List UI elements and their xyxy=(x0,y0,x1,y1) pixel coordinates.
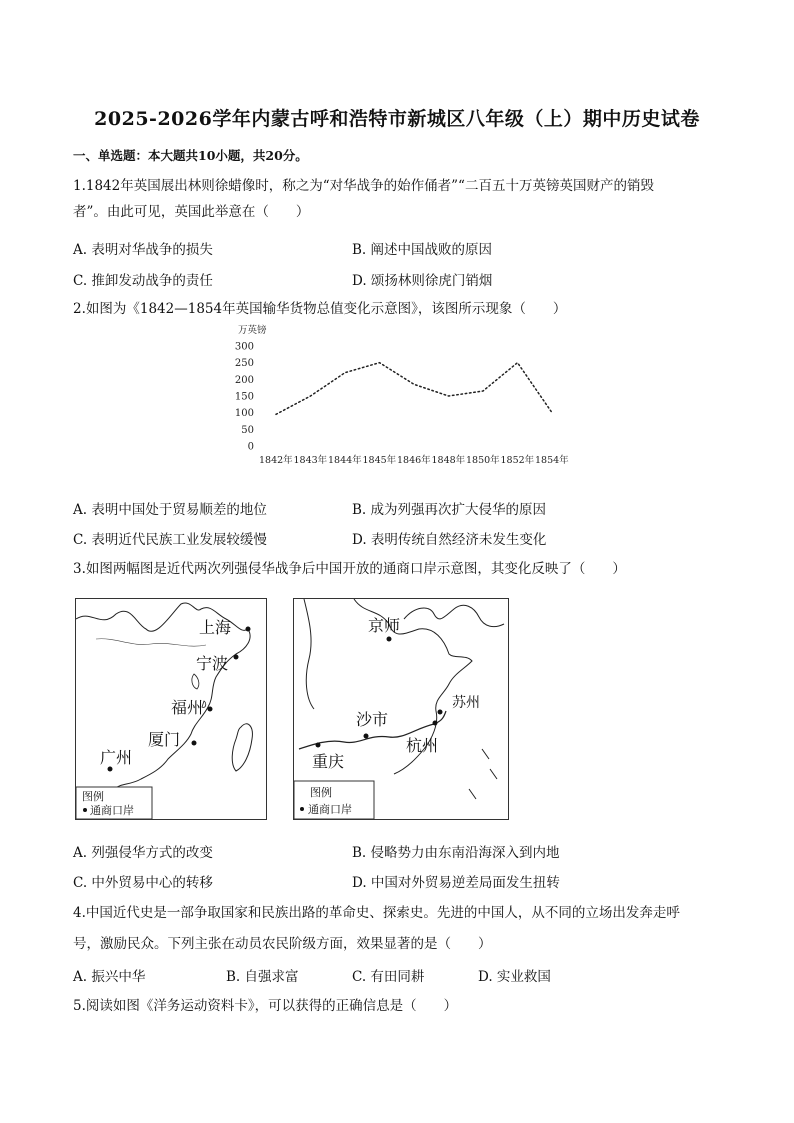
port-dot-shanghai xyxy=(246,627,251,632)
y-tick-label: 100 xyxy=(234,408,254,420)
x-tick-label: 1846年 xyxy=(397,455,431,466)
x-tick-label: 1848年 xyxy=(431,455,466,466)
port-label-guangzhou: 广州 xyxy=(100,748,133,767)
x-tick-label: 1844年 xyxy=(328,455,362,466)
x-tick-label: 1854年 xyxy=(535,455,569,466)
port-dot-ningbo xyxy=(234,655,239,660)
q4-option-d[interactable]: D. 实业救国 xyxy=(478,969,551,985)
legend-title-2: 图例 xyxy=(310,786,332,799)
legend-title-1: 图例 xyxy=(82,790,104,803)
x-tick-label: 1845年 xyxy=(362,455,397,466)
taiwan-island xyxy=(232,724,252,771)
port-dot-fuzhou xyxy=(208,707,213,712)
question-2-stem: 2.如图为《1842—1854年英国输华货物总值变化示意图》，该图所示现象（ ） xyxy=(73,301,567,317)
port-dot-suzhou xyxy=(438,710,443,715)
port-label-ningbo: 宁波 xyxy=(196,654,229,673)
legend-item-2: 通商口岸 xyxy=(308,803,352,816)
river-1 xyxy=(96,639,206,646)
question-5-stem: 5.阅读如图《洋务运动资料卡》，可以获得的正确信息是（ ） xyxy=(73,998,458,1014)
q4-option-b[interactable]: B. 自强求富 xyxy=(226,969,299,985)
island-marks-2 xyxy=(469,749,497,799)
q3-option-a[interactable]: A. 列强侵华方式的改变 xyxy=(73,845,213,861)
question-4 xyxy=(73,902,723,955)
q1-option-b[interactable]: B. 阐述中国战败的原因 xyxy=(352,242,493,258)
q3-option-b[interactable]: B. 侵略势力由东南沿海深入到内地 xyxy=(352,845,560,861)
q4-option-a[interactable]: A. 振兴中华 xyxy=(73,969,146,985)
port-label-fuzhou: 福州 xyxy=(171,698,204,717)
q1-option-c[interactable]: C. 推卸发动战争的责任 xyxy=(73,273,213,289)
y-tick-label: 300 xyxy=(234,341,254,353)
q2-option-c[interactable]: C. 表明近代民族工业发展较缓慢 xyxy=(73,532,267,548)
y-tick-label: 150 xyxy=(234,391,254,403)
y-tick-label: 50 xyxy=(241,424,254,436)
q2-option-b[interactable]: B. 成为列强再次扩大侵华的原因 xyxy=(352,502,547,518)
q1-option-d[interactable]: D. 颂扬林则徐虎门销烟 xyxy=(352,273,493,289)
q2-option-d[interactable]: D. 表明传统自然经济未发生变化 xyxy=(352,532,547,548)
q3-option-d[interactable]: D. 中国对外贸易逆差局面发生扭转 xyxy=(352,875,560,891)
port-dot-hangzhou xyxy=(433,721,438,726)
x-tick-label: 1842年 xyxy=(259,455,293,466)
y-tick-label: 250 xyxy=(234,358,254,370)
x-tick-label: 1850年 xyxy=(466,455,500,466)
q3-option-c[interactable]: C. 中外贸易中心的转移 xyxy=(73,875,213,891)
port-dot-shashi xyxy=(364,734,369,739)
port-dot-jingshi xyxy=(387,637,392,642)
port-label-suzhou: 苏州 xyxy=(452,695,480,711)
port-label-shashi: 沙市 xyxy=(356,710,389,729)
page-title: 2025-2026学年内蒙古呼和浩特市新城区八年级（上）期中历史试卷 xyxy=(94,108,700,130)
port-dot-chongqing xyxy=(316,743,321,748)
q1-option-a[interactable]: A. 表明对华战争的损失 xyxy=(73,242,213,258)
legend-dot-1 xyxy=(83,808,87,812)
port-label-chongqing: 重庆 xyxy=(312,752,345,771)
map-first-war-ports xyxy=(75,598,267,820)
port-dot-xiamen xyxy=(192,741,197,746)
section-heading: 一、单选题：本大题共10小题，共20分。 xyxy=(73,148,308,163)
port-label-jingshi: 京师 xyxy=(368,616,401,635)
bohai-coast xyxy=(404,605,504,626)
legend-dot-2 xyxy=(300,807,304,811)
x-tick-label: 1843年 xyxy=(293,455,328,466)
question-4-stem-line1: 4.中国近代史是一部争取国家和民族出路的革命史、探索史。先进的中国人，从不同的立场出发奔走呼 xyxy=(73,905,680,921)
question-3-stem: 3.如图两幅图是近代两次列强侵华战争后中国开放的通商口岸示意图，其变化反映了（ ） xyxy=(73,561,626,577)
port-label-shanghai: 上海 xyxy=(199,618,232,637)
trade-line-chart xyxy=(230,320,570,470)
port-dot-guangzhou xyxy=(108,767,113,772)
q4-option-c[interactable]: C. 有田同耕 xyxy=(352,969,425,985)
chart-series-line xyxy=(276,363,552,415)
legend-item-1: 通商口岸 xyxy=(90,804,134,817)
x-tick-label: 1852年 xyxy=(500,455,535,466)
chart-ylabel: 万英镑 xyxy=(238,325,267,336)
question-4-stem-line2: 号，激励民众。下列主张在动员农民阶级方面，效果显著的是（ ） xyxy=(73,936,492,952)
port-label-xiamen: 厦门 xyxy=(148,730,181,749)
port-label-hangzhou: 杭州 xyxy=(406,736,439,755)
q2-option-a[interactable]: A. 表明中国处于贸易顺差的地位 xyxy=(73,502,267,518)
y-tick-label: 200 xyxy=(234,374,254,386)
question-1-stem-line2: 者”。由此可见，英国此举意在（ ） xyxy=(73,204,310,220)
question-1-stem-line1: 1.1842年英国展出林则徐蜡像时，称之为“对华战争的始作俑者”“二百五十万英镑英国财产的销毁 xyxy=(73,178,654,194)
y-tick-label: 0 xyxy=(247,441,254,453)
map-second-war-ports xyxy=(293,598,509,820)
question-1 xyxy=(73,175,723,223)
